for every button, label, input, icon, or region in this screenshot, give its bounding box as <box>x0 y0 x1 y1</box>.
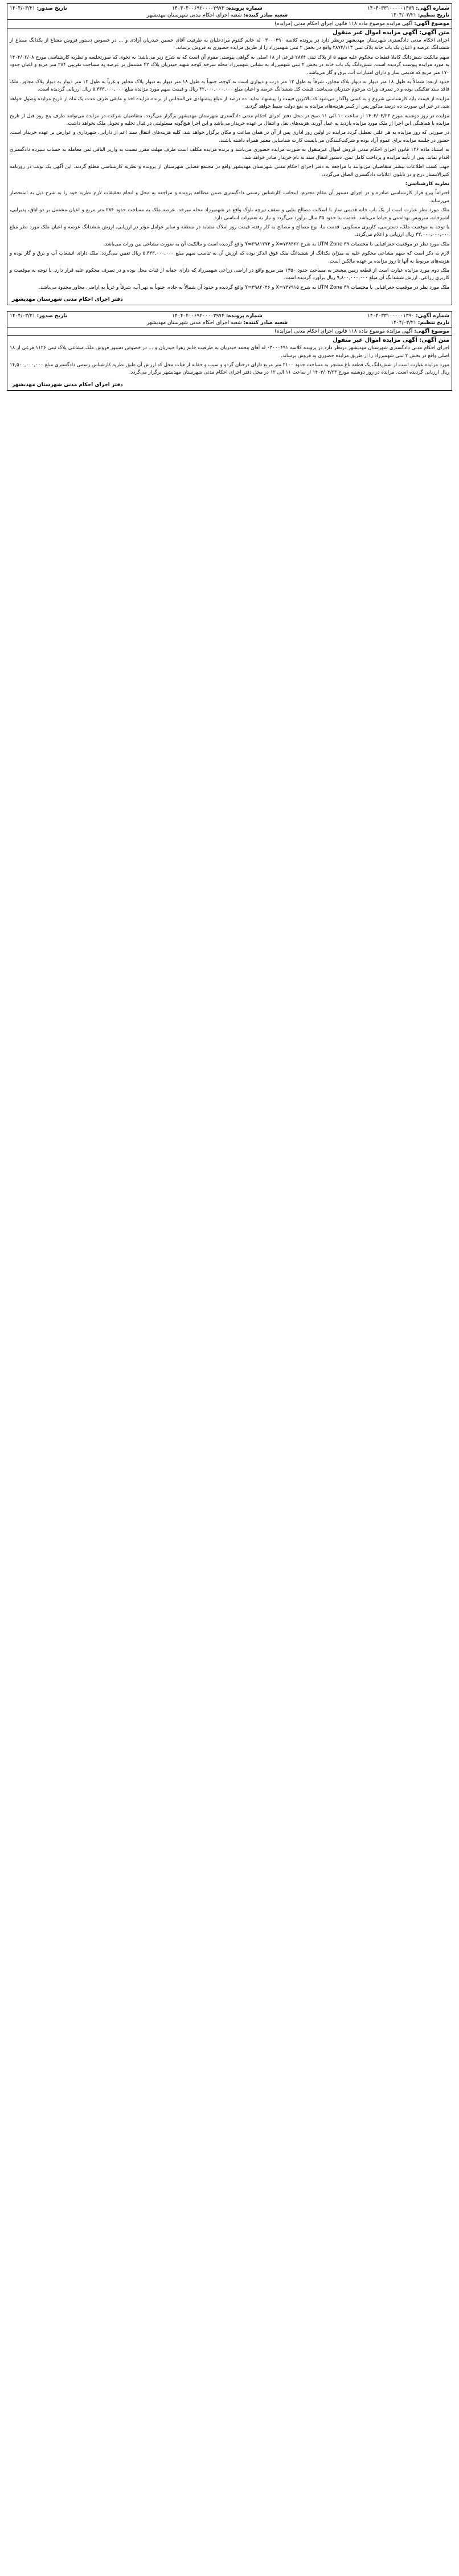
file-number: شماره پرونده: ۱۴۰۴۰۴۰۰۶۹۲۰۰۰۰۳۹۷۳ <box>172 6 263 11</box>
notice-2-header <box>7 312 452 327</box>
paragraph: سهم مالکیت شش‌دانگ کاملا قطعات محکوم علیه سهم ۵ از پلاک ثبتی ۲۸۷۴ فرعی از ۱۸ اصلی به گواهی پیوستی مقوم آن است که به شرح زیر می‌باشد؛ به نحوی که صورتجلسه و نظریه کارشناسی مورخ ۱۴۰۴/۰۲/۰۸ به مورد مزایده پیوست گردیده است. شش‌دانگ یک باب خانه در بخش ۲ ثبتی شهمیرزاد به نشانی شهمیرزاد محله سرخه کوچه شهید حیدریان پلاک ۴۲ مشتمل بر عرصه به مساحت تقریبی ۲۸۴ متر مربع و اعیان حدود ۱۷۰ متر مربع که قدیمی ساز و دارای امتیازات آب، برق و گاز می‌باشد. <box>10 54 449 76</box>
ad-number: شماره آگهی: ۱۴۰۴۰۳۳۱۰۰۰۰۰۱۳۸۹ <box>367 6 449 11</box>
paragraph: اجرای احکام مدنی دادگستری شهرستان مهدیشهر درنظر دارد در پرونده کلاسه ۰۳۰۰۰۴۹۰ له خانم کلثوم مرادعلیان به طرفیت آقای حسین حیدریان آزادی و ... در خصوص دستور فروش مشاع از یکدانگ مشاع از ششدانگ عرصه و اعیان یک باب خانه پلاک ثبتی ۲۸۷۴/۱۱۳ واقع در بخش ۲ ثبتی شهمیرزاد را از طریق مزایده حضوری به فروش برساند. <box>10 38 449 51</box>
issue-date: تاریخ صدور: ۱۴۰۴/۰۳/۲۱ <box>10 313 67 320</box>
paragraph: لازم به ذکر است که سهم مشاعی محکوم علیه به میزان یکدانگ از ششدانگ ملک فوق الذکر بوده که ارزش آن به تناسب سهم مبلغ ۵,۳۳۳,۰۰۰,۰۰۰ ریال تعیین می‌گردد. ملک دارای انشعاب آب و برق و گاز بوده و هزینه‌های مربوط به آنها تا روز مزایده بر عهده مالکین است. <box>10 251 449 264</box>
issue-date: تاریخ صدور: ۱۴۰۴/۰۳/۲۱ <box>10 6 67 11</box>
ad-number: شماره آگهی: ۱۴۰۴۰۳۳۱۰۰۰۰۰۱۳۹۰ <box>367 313 449 320</box>
expert-paragraph: با توجه به موقعیت ملک، دسترسی، کاربری مسکونی، قدمت بنا، نوع مصالح و مصالح به کار رفته، قیمت روز املاک مشابه در منطقه و سایر عوامل مؤثر در ارزیابی، ارزش ششدانگ عرصه و اعیان ملک مورد نظر مبلغ ۳۲,۰۰۰,۰۰۰,۰۰۰ ریال ارزیابی و اعلام می‌گردد. <box>10 224 449 238</box>
subject: موضوع آگهی: آگهی مزایده موضوع ماده ۱۱۸ قانون اجرای احکام مدنی (مزایده) <box>7 20 452 28</box>
paragraph: مورد مزایده عبارت است از شش‌دانگ یک قطعه باغ مشجر به مساحت حدود ۲۱۰۰ متر مربع دارای درختان گردو و سیب و حقابه از قنات محل که ارزش آن طبق نظریه کارشناس رسمی دادگستری مبلغ ۱۴,۵۰۰,۰۰۰,۰۰۰ ریال ارزیابی گردیده است. مزایده در روز دوشنبه مورخ ۱۴۰۴/۰۴/۲۳ از ساعت ۱۱ الی ۱۲ در محل دفتر اجرای احکام مدنی شهرستان مهدیشهر برگزار می‌گردد. <box>10 362 449 376</box>
subject: موضوع آگهی: آگهی مزایده موضوع ماده ۱۱۸ قانون اجرای احکام مدنی (مزایده) <box>7 327 452 336</box>
paragraph: ملک دوم مورد مزایده عبارت است از قطعه زمین مشجر به مساحت حدود ۱۴۵۰ متر مربع واقع در اراضی زراعی شهمیرزاد که دارای حقابه از قنات محل بوده و در تصرف محکوم علیه قرار دارد. با توجه به موقعیت و کاربری زراعی، ارزش ششدانگ آن مبلغ ۹,۸۰۰,۰۰۰,۰۰۰ ریال برآورد گردیده است. <box>10 267 449 281</box>
notice-body <box>7 345 452 381</box>
signature: دفتر اجرای احکام مدنی شهرستان مهدیشهر <box>12 297 123 303</box>
notice-title: متن آگهی: آگهی مزایده اموال غیر منقول <box>333 337 449 344</box>
expert-paragraph: احتراماً پیرو قرار کارشناسی صادره و در اجرای دستور آن مقام محترم، اینجانب کارشناس رسمی دادگستری ضمن مطالعه پرونده و مراجعه به محل و انجام تحقیقات لازم نظریه خود را به شرح ذیل به استحضار می‌رساند. <box>10 190 449 204</box>
ad-date: تاریخ تنظیم: ۱۴۰۴/۰۳/۲۱ <box>391 320 449 326</box>
file-number: شماره پرونده: ۱۴۰۴۰۴۰۰۶۹۲۰۰۰۰۳۹۷۴ <box>172 313 263 320</box>
notice-2 <box>7 311 452 391</box>
paragraph: جهت کسب اطلاعات بیشتر متقاضیان می‌توانند با مراجعه به دفتر اجرای احکام مدنی شهرستان مهدیشهر واقع در مجتمع قضایی شهرستان از پرونده و نظریه کارشناسی مطلع گردند. این آگهی یک نوبت در روزنامه کثیرالانتشار درج و در تابلوی اعلانات دادگستری الصاق می‌گردد. <box>10 164 449 178</box>
ad-date: تاریخ تنظیم: ۱۴۰۴/۰۳/۲۱ <box>391 13 449 18</box>
expert-paragraph: ملک مورد نظر عبارت است از یک باب خانه قدیمی ساز با اسکلت مصالح بنایی و سقف تیرچه بلوک واقع در شهمیرزاد محله سرخه. عرصه ملک به مساحت حدود ۲۸۴ متر مربع و اعیان مشتمل بر دو اتاق، پذیرایی، آشپزخانه، سرویس بهداشتی و حیاط می‌باشد. قدمت بنا حدود ۳۵ سال برآورد می‌گردد و نیاز به تعمیرات اساسی دارد. <box>10 207 449 221</box>
paragraph: حدود اربعه: شمالاً به طول ۱۸ متر دیوار به دیوار پلاک مجاور، شرقاً به طول ۱۲ متر درب و دیواری است به کوچه، جنوباً به طول ۱۸ متر دیوار به دیوار پلاک مجاور و غرباً به طول ۱۲ متر دیوار به دیوار پلاک مجاور. ملک فاقد سند تفکیکی بوده و در تصرف وراث مرحوم حیدریان می‌باشد. قیمت کل ششدانگ عرصه و اعیان مبلغ ۳۲,۰۰۰,۰۰۰,۰۰۰ ریال و قیمت سهم مورد مزایده مبلغ ۵,۳۳۳,۰۰۰,۰۰۰ ریال ارزیابی گردیده است. <box>10 79 450 93</box>
page <box>7 3 452 391</box>
paragraph: اجرای احکام مدنی دادگستری شهرستان مهدیشهر درنظر دارد در پرونده کلاسه ۰۳۰۰۰۴۹۱ له آقای محمد حیدریان به طرفیت خانم زهرا حیدریان و ... در خصوص دستور فروش ملک مشاعی پلاک ثبتی ۱۱۲۶ فرعی از ۱۸ اصلی واقع در بخش ۲ ثبتی شهمیرزاد را از طریق مزایده حضوری به فروش برساند. <box>10 345 450 359</box>
expert-label: نظریه کارشناسی: <box>405 181 449 187</box>
notice-1 <box>7 3 452 305</box>
issuer: شعبه صادر کننده: شعبه اجرای احکام مدنی شهرستان مهدیشهر <box>146 320 288 326</box>
paragraph: مزایده از قیمت پایه کارشناسی شروع و به کسی واگذار می‌شود که بالاترین قیمت را پیشنهاد نماید. ده درصد از مبلغ پیشنهادی فی‌المجلس از برنده مزایده اخذ و مابقی ظرف مدت یک ماه از تاریخ مزایده وصول خواهد شد، در غیر این صورت ده درصد مذکور پس از کسر هزینه‌های مزایده به نفع دولت ضبط خواهد گردید. <box>10 96 449 110</box>
paragraph: ملک مورد نظر در موقعیت جغرافیایی با مختصات UTM Zone ۳۹ به شرح X=۷۳۷۹۱۵ و Y=۳۹۸۲۰۴۶ واقع گردیده و حدود آن شمالاً به جاده، جنوباً به نهر آب، شرقاً و غرباً به اراضی مجاور محدود می‌باشد. <box>39 284 449 290</box>
paragraph: به استناد ماده ۱۲۶ قانون اجرای احکام مدنی فروش اموال غیرمنقول به صورت مزایده حضوری می‌باشد و برنده مزایده مکلف است ظرف مهلت مقرر نسبت به واریز الباقی ثمن معامله به حساب سپرده دادگستری اقدام نماید. پس از تأیید مزایده و پرداخت کامل ثمن، دستور انتقال سند به نام خریدار صادر خواهد شد. <box>10 147 449 161</box>
paragraph: در صورتی که روز مزایده به هر علتی تعطیل گردد مزایده در اولین روز اداری پس از آن در همان ساعت و مکان برگزار خواهد شد. کلیه هزینه‌های انتقال سند اعم از دارایی، شهرداری و عوارض بر عهده خریدار است. حضور در جلسه مزایده برای عموم آزاد بوده و شرکت‌کنندگان می‌بایست کارت شناسایی معتبر همراه داشته باشند. <box>10 130 449 144</box>
paragraph: مزایده در روز دوشنبه مورخ ۱۴۰۴/۰۴/۲۳ از ساعت ۱۰ الی ۱۱ صبح در محل دفتر اجرای احکام مدنی دادگستری شهرستان مهدیشهر برگزار می‌گردد. متقاضیان شرکت در مزایده می‌توانند ظرف پنج روز قبل از تاریخ مزایده با هماهنگی این اجرا از ملک مورد مزایده بازدید به عمل آورند. هزینه‌های نقل و انتقال بر عهده خریدار می‌باشد و این اجرا هیچ‌گونه مسئولیتی در قبال تخلیه و تحویل ملک نخواهد داشت. <box>10 113 449 127</box>
notice-body <box>7 37 452 296</box>
issuer: شعبه صادر کننده: شعبه اجرای احکام مدنی شهرستان مهدیشهر <box>146 13 288 18</box>
notice-title: متن آگهی: آگهی مزایده اموال غیر منقول <box>333 30 449 36</box>
signature: دفتر اجرای احکام مدنی شهرستان مهدیشهر <box>12 382 123 388</box>
expert-paragraph: ملک مورد نظر در موقعیت جغرافیایی با مختصات UTM Zone ۳۹ به شرح X=۷۳۸۴۶۲ و Y=۳۹۸۱۲۷۴ واقع گردیده است و مالکیت آن به صورت مشاعی بین وراث می‌باشد. <box>103 241 449 247</box>
notice-1-header <box>7 4 452 20</box>
